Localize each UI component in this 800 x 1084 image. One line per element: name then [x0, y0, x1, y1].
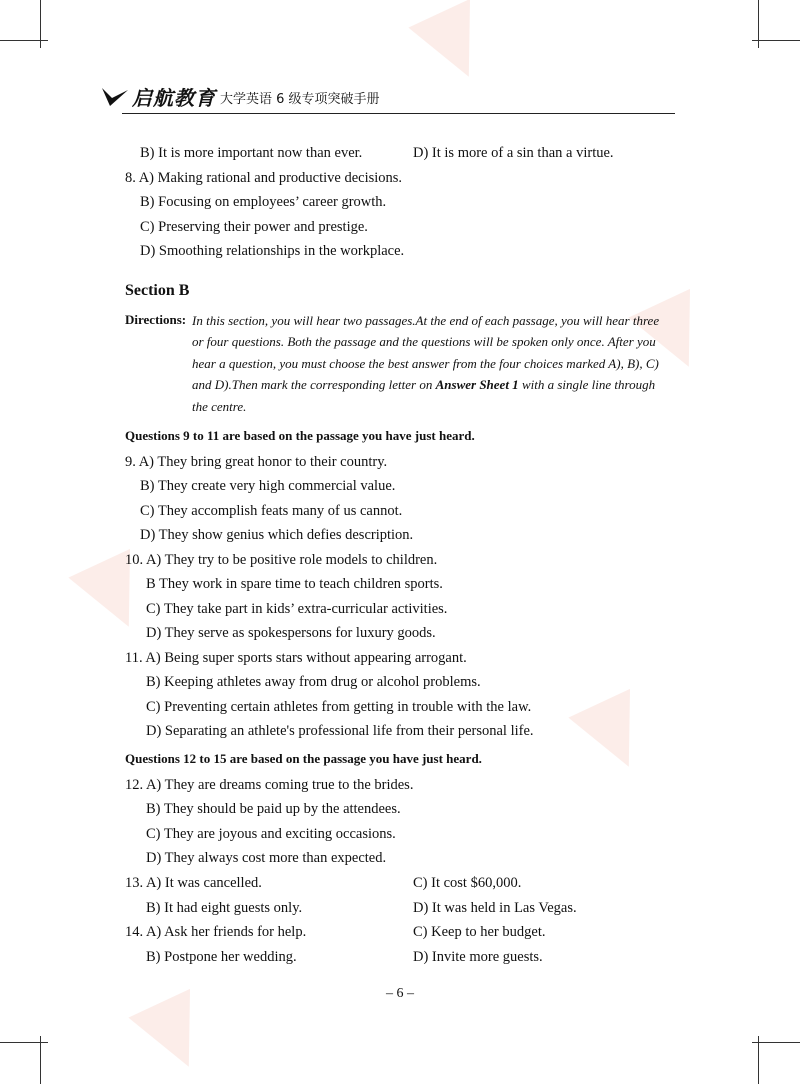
crop-mark: [752, 1042, 800, 1043]
watermark-logo-mark: [128, 989, 219, 1081]
answer-sheet-ref: Answer Sheet 1: [435, 377, 519, 392]
header-rule: [122, 113, 675, 115]
page-number: – 6 –: [386, 986, 414, 1001]
q11-option-a: 11. A) Being super sports stars without appearing arrogant.: [125, 650, 467, 666]
watermark-logo-mark: [568, 689, 659, 781]
crop-mark: [0, 40, 48, 41]
logo-text: 启航教育: [132, 86, 216, 110]
directions-line: In this section, you will hear two passages.At the end of each passage, you will hear three: [192, 313, 660, 328]
q14-option-d: D) Invite more guests.: [413, 949, 543, 965]
q13-option-b: B) It had eight guests only.: [146, 900, 303, 916]
q14-option-b: B) Postpone her wedding.: [146, 949, 297, 965]
crop-mark: [758, 1036, 759, 1084]
question-group-heading: Questions 12 to 15 are based on the passage you have just heard.: [125, 751, 482, 766]
q9-option-b: B) They create very high commercial value.: [140, 478, 396, 494]
q10-option-d: D) They serve as spokespersons for luxury goods.: [146, 625, 436, 641]
logo-icon: [100, 84, 130, 110]
q11-option-d: D) Separating an athlete's professional life from their personal life.: [146, 723, 534, 739]
q10-option-b: B They work in spare time to teach children sports.: [146, 576, 443, 592]
q12-option-d: D) They always cost more than expected.: [146, 850, 387, 866]
watermark-logo-mark: [408, 0, 499, 91]
q13-option-a: 13. A) It was cancelled.: [125, 875, 262, 891]
directions-text: and D).Then mark the corresponding letter on: [192, 377, 436, 392]
crop-mark: [752, 40, 800, 41]
q9-option-a: 9. A) They bring great honor to their country.: [125, 454, 388, 470]
q13-option-d: D) It was held in Las Vegas.: [413, 900, 577, 916]
q11-option-b: B) Keeping athletes away from drug or alcohol problems.: [146, 674, 481, 690]
q8-option-d: D) Smoothing relationships in the workplace.: [140, 243, 405, 259]
q9-option-c: C) They accomplish feats many of us cannot.: [140, 503, 403, 519]
q8-option-c: C) Preserving their power and prestige.: [140, 219, 368, 235]
directions-line: or four questions. Both the passage and the questions will be spoken only once. After you: [192, 334, 656, 349]
question-group-heading: Questions 9 to 11 are based on the passage you have just heard.: [125, 428, 475, 443]
section-title: Section B: [125, 282, 190, 299]
q14-option-a: 14. A) Ask her friends for help.: [125, 924, 307, 940]
q8-option-a: 8. A) Making rational and productive decisions.: [125, 170, 403, 186]
crop-mark: [0, 1042, 48, 1043]
directions-line: hear a question, you must choose the best answer from the four choices marked A), B), C): [192, 356, 659, 371]
q10-option-a: 10. A) They try to be positive role models to children.: [125, 552, 438, 568]
q12-option-c: C) They are joyous and exciting occasions.: [146, 826, 396, 842]
q8-option-b: B) Focusing on employees’ career growth.: [140, 194, 387, 210]
page-header: [100, 80, 675, 114]
q9-option-d: D) They show genius which defies description.: [140, 527, 414, 543]
q7-option-d: D) It is more of a sin than a virtue.: [413, 145, 614, 161]
crop-mark: [40, 1036, 41, 1084]
q13-option-c: C) It cost $60,000.: [413, 875, 522, 891]
book-title: 大学英语 6 级专项突破手册: [220, 92, 380, 107]
directions-line: [192, 376, 655, 393]
q7-option-b: B) It is more important now than ever.: [140, 145, 363, 161]
q11-option-c: C) Preventing certain athletes from getting in trouble with the law.: [146, 699, 532, 715]
directions-line: the centre.: [192, 399, 247, 414]
q10-option-c: C) They take part in kids’ extra-curricular activities.: [146, 601, 448, 617]
directions-text: with a single line through: [518, 377, 656, 392]
q12-option-b: B) They should be paid up by the attendees.: [146, 801, 401, 817]
directions-label: Directions:: [125, 312, 187, 327]
q14-option-c: C) Keep to her budget.: [413, 924, 546, 940]
q12-option-a: 12. A) They are dreams coming true to the brides.: [125, 777, 414, 793]
